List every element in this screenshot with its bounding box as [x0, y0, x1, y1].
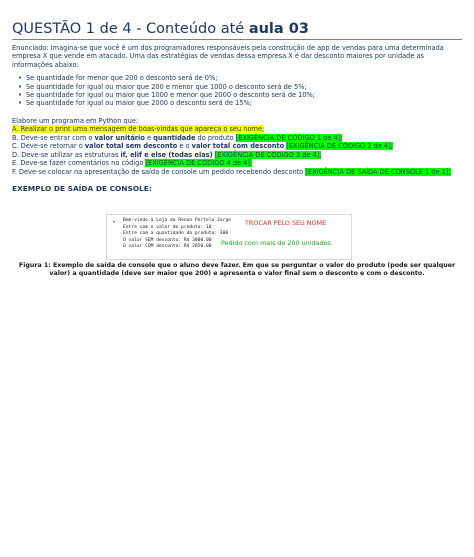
task-c-mid: e o	[177, 142, 192, 151]
rule-text: Se quantidade for igual ou maior que 2000 o desconto será de 15%;	[26, 99, 252, 108]
task-f-tag: [EXIGÊNCIA DE SAÍDA DE CONSOLE 1 de 1];	[305, 167, 451, 176]
task-b-bold-2: quantidade	[153, 133, 196, 142]
console-example-image	[106, 214, 352, 260]
bullet-icon: •	[18, 99, 22, 108]
task-d-text: D. Deve-se utilizar as estruturas	[12, 150, 121, 159]
list-item	[18, 74, 464, 83]
title-prefix: QUESTÃO 1 de 4 - Conteúdo até	[12, 21, 249, 37]
chevron-down-icon: ▾	[113, 219, 116, 224]
task-c-bold-2: valor total com desconto	[191, 142, 285, 151]
task-b-mid: e	[144, 133, 154, 142]
task-a	[12, 125, 464, 134]
list-item	[18, 91, 464, 100]
task-b-post: do produto	[195, 133, 236, 142]
bullet-icon: •	[18, 91, 22, 100]
title-bold: aula 03	[248, 21, 309, 37]
task-f	[12, 168, 464, 177]
task-e-text: E. Deve-se fazer comentários no código	[12, 159, 146, 168]
task-b	[12, 134, 464, 143]
task-e-tag: [EXIGÊNCIA DE CÓDIGO 4 de 4];	[145, 159, 253, 168]
task-c-bold-1: valor total sem desconto	[84, 142, 178, 151]
console-output: Bem-vindo a Loja do Renan Portela Jorge Entre com o valor do produto: 10 Entre com a quantidade do produto: 300 O valor SEM desconto: R$ 3000.00 O valor COM desconto: R$ 2850.00	[123, 218, 231, 250]
title-divider	[12, 39, 462, 40]
task-b-tag: [EXIGÊNCIA DE CÓDIGO 1 de 4];	[235, 133, 343, 142]
task-d-tag: [EXIGÊNCIA DE CÓDIGO 3 de 4];	[214, 150, 322, 159]
rule-text: Se quantidade for igual ou maior que 200 e menor que 1000 o desconto será de 5%;	[26, 82, 307, 91]
console-note-green: Pedido com mais de 200 unidades	[221, 239, 331, 247]
console-note-red: TROCAR PELO SEU NOME	[245, 219, 327, 227]
task-a-text: A. Realizar o print uma mensagem de boas-vindas que apareça o seu nome;	[12, 125, 265, 134]
figure-caption: Figura 1: Exemplo de saída de console que o aluno deve fazer. Em que se perguntar o valor do produto (pode ser qualquer valor) a quantidade (deve ser maior que 200) e apresenta o valor final sem o desconto e com o desconto.	[18, 262, 456, 278]
task-c-text: C. Deve-se retornar o	[12, 142, 85, 151]
bullet-icon: •	[18, 82, 22, 91]
section-title: EXEMPLO DE SAÍDA DE CONSOLE:	[12, 184, 152, 194]
page-title	[12, 20, 464, 38]
task-b-bold-1: valor unitário	[94, 133, 145, 142]
rule-text: Se quantidade for igual ou maior que 1000 e menor que 2000 o desconto será de 10%;	[26, 91, 316, 100]
task-c	[12, 142, 464, 151]
document-page	[12, 20, 464, 193]
list-item	[18, 99, 464, 108]
task-c-tag: [EXIGÊNCIA DE CÓDIGO 2 de 4];	[286, 142, 393, 151]
list-item	[18, 82, 464, 91]
spacer	[12, 108, 464, 117]
task-d-bold: if, elif e else (todas elas)	[120, 150, 213, 159]
enunciado-text: Enunciado: Imagina-se que você é um dos programadores responsáveis pela construção de app de vendas para uma determinada empresa X que vende em atacado. Uma das estratégias de vendas dessa empresa X é dar desconto maiores por unidade as informações abaixo:	[12, 44, 444, 69]
elabore-text: Elabore um programa em Python que:	[12, 116, 139, 125]
task-b-text: B. Deve-se entrar com o	[12, 133, 95, 142]
rule-text: Se quantidade for menor que 200 o desconto será de 0%;	[26, 74, 218, 83]
discount-rules-list	[12, 74, 464, 108]
bullet-icon: •	[18, 74, 22, 83]
task-d	[12, 151, 464, 160]
task-f-text: F. Deve-se colocar na apresentação de saída de console um pedido recebendo desconto	[12, 167, 306, 176]
task-e	[12, 159, 464, 168]
